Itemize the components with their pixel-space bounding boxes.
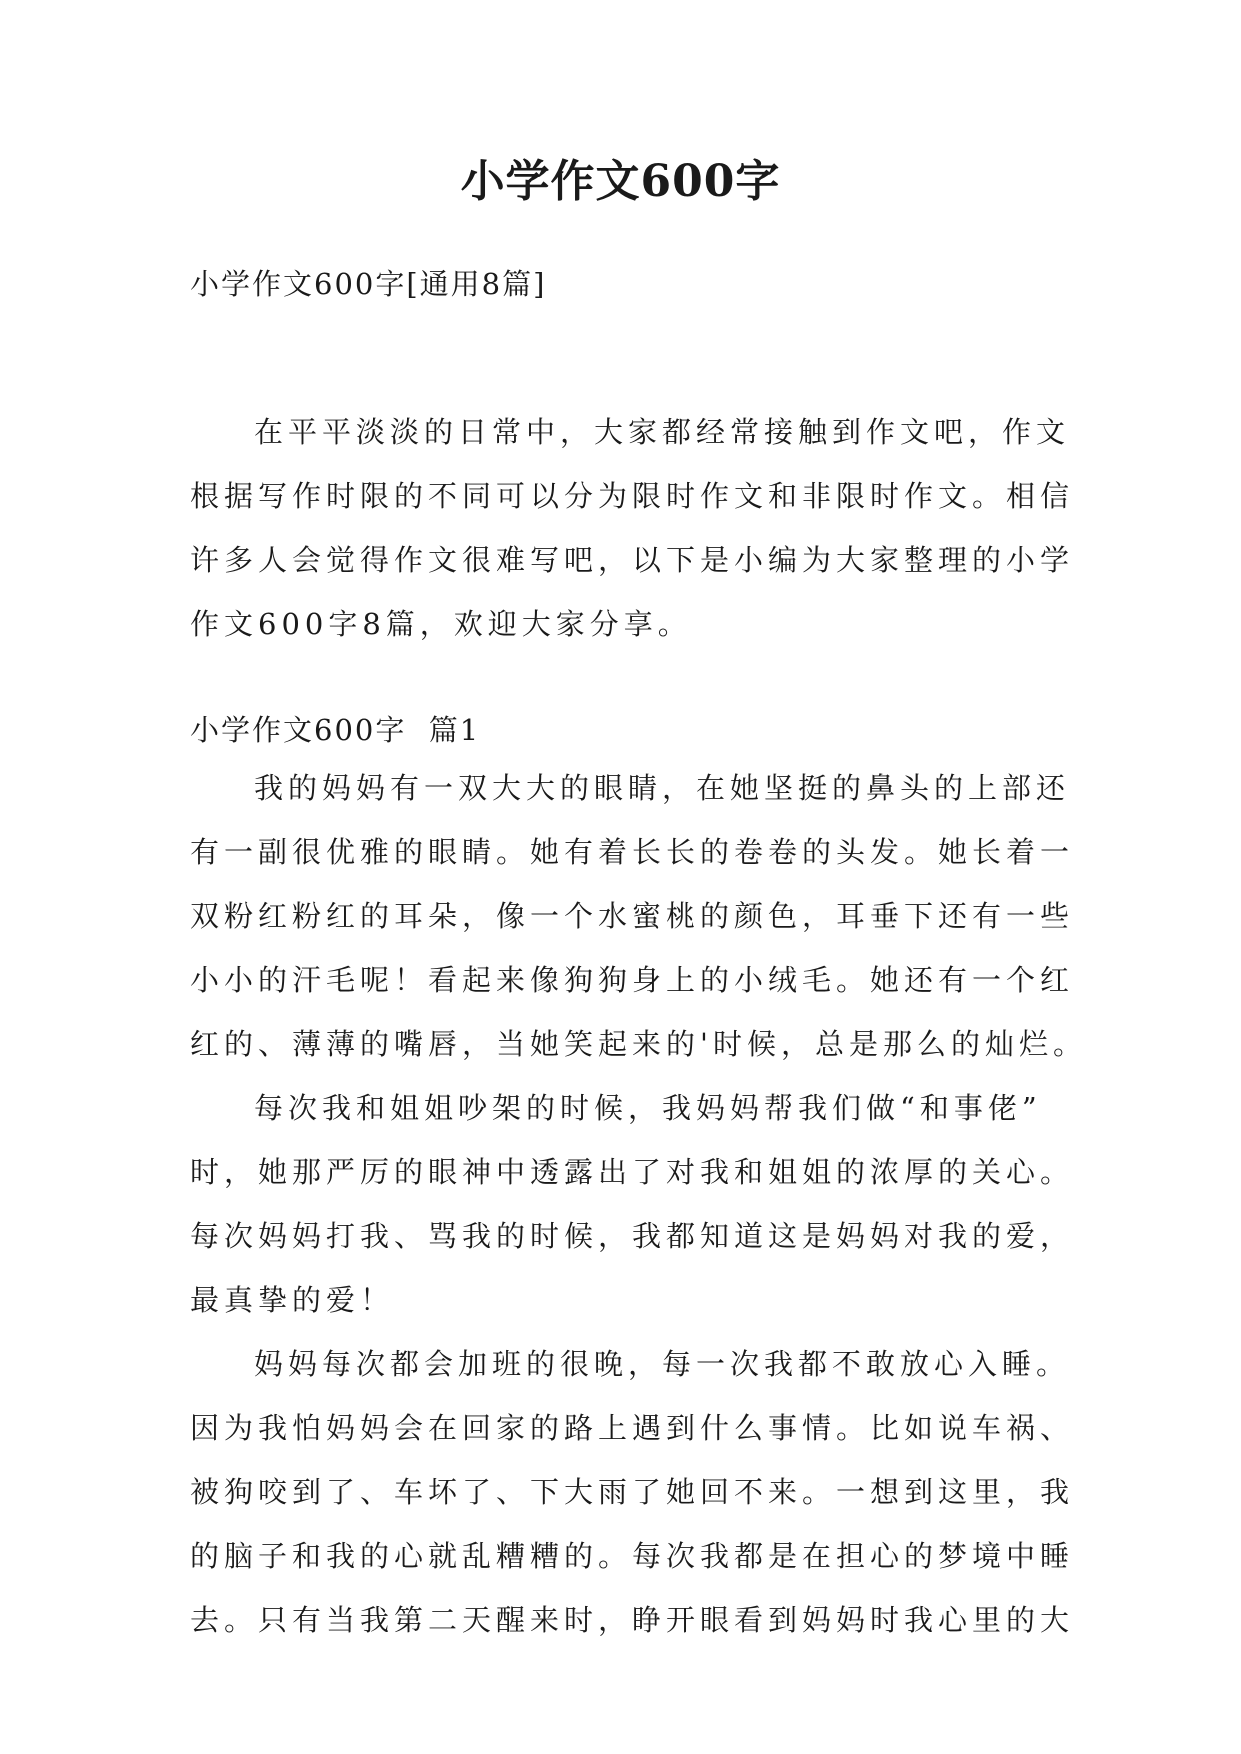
section-line: 最真挚的爱！ bbox=[190, 1283, 395, 1317]
section-heading: 小学作文600字 篇1 bbox=[190, 713, 481, 747]
intro-line: 在平平淡淡的日常中，大家都经常接触到作文吧，作文 bbox=[254, 415, 1071, 449]
intro-paragraph bbox=[190, 400, 1075, 656]
document-subtitle: 小学作文600字[通用8篇] bbox=[190, 267, 547, 301]
section-line: 每次我和姐姐吵架的时候，我妈妈帮我们做“和事佬” bbox=[254, 1091, 1042, 1125]
section-line: 红的、薄薄的嘴唇，当她笑起来的'时候，总是那么的灿烂。 bbox=[190, 1027, 1087, 1061]
section-line: 时，她那严厉的眼神中透露出了对我和姐姐的浓厚的关心。 bbox=[190, 1155, 1075, 1189]
section-line: 妈妈每次都会加班的很晚，每一次我都不敢放心入睡。 bbox=[254, 1347, 1071, 1381]
section-line: 双粉红粉红的耳朵，像一个水蜜桃的颜色，耳垂下还有一些 bbox=[190, 899, 1075, 933]
intro-line: 根据写作时限的不同可以分为限时作文和非限时作文。相信 bbox=[190, 479, 1075, 513]
section-line: 去。只有当我第二天醒来时，睁开眼看到妈妈时我心里的大 bbox=[190, 1603, 1075, 1637]
section-line: 被狗咬到了、车坏了、下大雨了她回不来。一想到这里，我 bbox=[190, 1475, 1075, 1509]
section-line: 每次妈妈打我、骂我的时候，我都知道这是妈妈对我的爱， bbox=[190, 1219, 1075, 1253]
intro-line: 作文600字8篇，欢迎大家分享。 bbox=[190, 607, 692, 641]
section-line: 小小的汗毛呢！看起来像狗狗身上的小绒毛。她还有一个红 bbox=[190, 963, 1075, 997]
intro-line: 许多人会觉得作文很难写吧，以下是小编为大家整理的小学 bbox=[190, 543, 1075, 577]
section-line: 有一副很优雅的眼睛。她有着长长的卷卷的头发。她长着一 bbox=[190, 835, 1075, 869]
section-line: 我的妈妈有一双大大的眼睛，在她坚挺的鼻头的上部还 bbox=[254, 771, 1071, 805]
document-title: 小学作文600字 bbox=[460, 156, 781, 207]
section-line: 因为我怕妈妈会在回家的路上遇到什么事情。比如说车祸、 bbox=[190, 1411, 1075, 1445]
section-line: 的脑子和我的心就乱糟糟的。每次我都是在担心的梦境中睡 bbox=[190, 1539, 1075, 1573]
section-body bbox=[190, 756, 1087, 1652]
